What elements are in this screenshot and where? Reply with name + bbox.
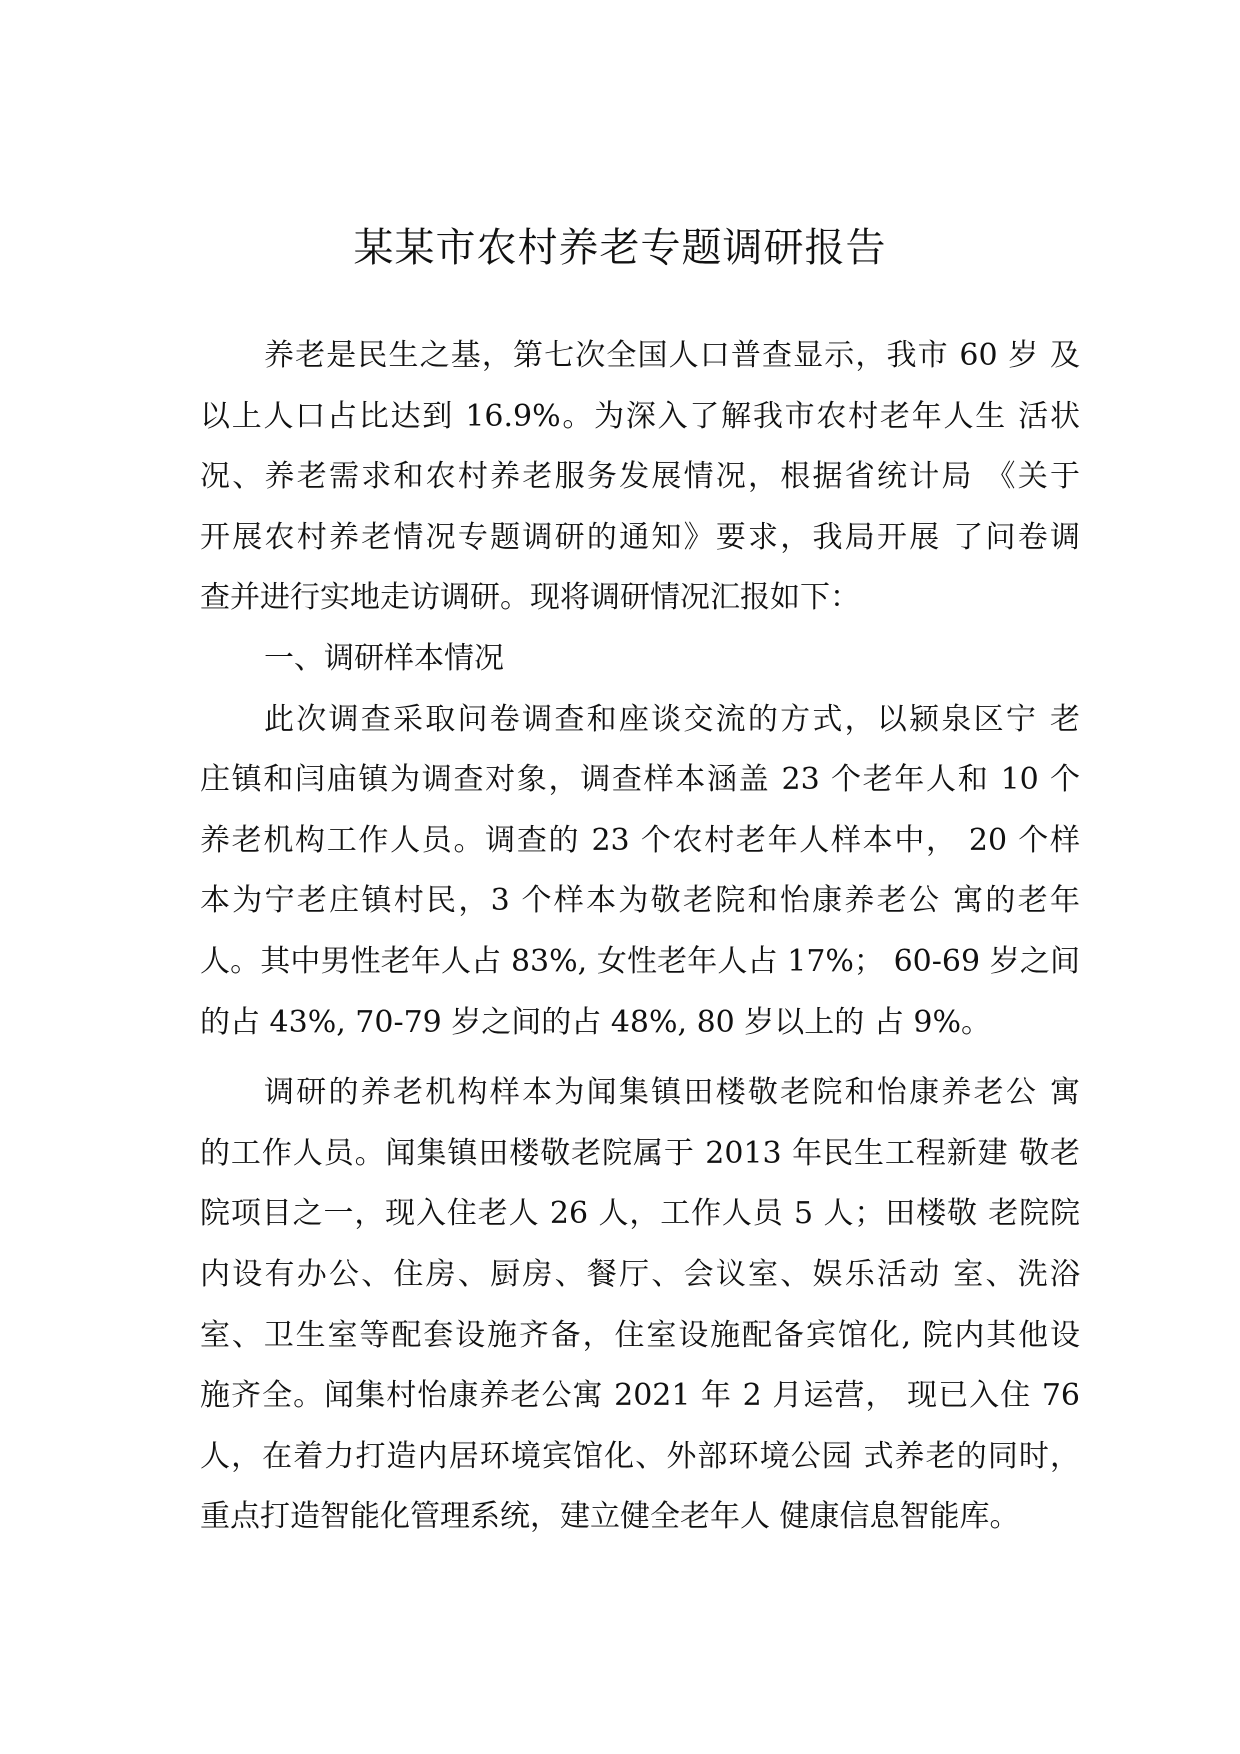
- paragraph-1-line-5: 查并进行实地走访调研。现将调研情况汇报如下：: [200, 580, 860, 616]
- paragraph-2-line-6: 的占 43%, 70-79 岁之间的占 48%, 80 岁以上的 占 9%。: [200, 1004, 991, 1040]
- document-body: [200, 326, 1080, 1548]
- paragraph-2-line-3: 养老机构工作人员。调查的 23 个农村老年人样本中， 20 个样: [200, 822, 1080, 858]
- paragraph-3-line-4: 内设有办公、住房、厨房、餐厅、会议室、娱乐活动 室、洗浴: [200, 1256, 1080, 1292]
- paragraph-3-line-5: 室、卫生室等配套设施齐备，住室设施配备宾馆化, 院内其他设: [200, 1317, 1080, 1353]
- section-heading: 一、调研样本情况: [264, 640, 504, 676]
- paragraph-1-line-2: 以上人口占比达到 16.9%。为深入了解我市农村老年人生 活状: [200, 398, 1080, 434]
- paragraph-2-line-2: 庄镇和闫庙镇为调查对象，调查样本涵盖 23 个老年人和 10 个: [200, 762, 1080, 798]
- paragraph-1-line-1: 养老是民生之基，第七次全国人口普查显示，我市 60 岁 及: [264, 338, 1080, 373]
- paragraph-1-line-4: 开展农村养老情况专题调研的通知》要求，我局开展 了问卷调: [200, 519, 1080, 555]
- paragraph-2-line-5: 人。其中男性老年人占 83%, 女性老年人占 17%； 60-69 岁之间: [200, 943, 1080, 979]
- document-title: 某某市农村养老专题调研报告: [353, 225, 887, 271]
- paragraph-2-line-1: 此次调查采取问卷调查和座谈交流的方式，以颍泉区宁 老: [264, 701, 1080, 737]
- paragraph-3-line-7: 人，在着力打造内居环境宾馆化、外部环境公园 式养老的同时，: [200, 1438, 1080, 1474]
- paragraph-3-line-2: 的工作人员。闻集镇田楼敬老院属于 2013 年民生工程新建 敬老: [200, 1135, 1080, 1171]
- paragraph-3-line-3: 院项目之一，现入住老人 26 人，工作人员 5 人；田楼敬 老院院: [200, 1196, 1080, 1232]
- paragraph-1-line-3: 况、养老需求和农村养老服务发展情况，根据省统计局 《关于: [200, 459, 1080, 495]
- paragraph-3-line-8: 重点打造智能化管理系统，建立健全老年人 健康信息智能库。: [200, 1499, 1020, 1535]
- paragraph-gap: [200, 1053, 1080, 1063]
- paragraph-3-line-1: 调研的养老机构样本为闻集镇田楼敬老院和怡康养老公 寓: [264, 1075, 1080, 1111]
- paragraph-2-line-4: 本为宁老庄镇村民，3 个样本为敬老院和怡康养老公 寓的老年: [200, 883, 1080, 919]
- paragraph-3-line-6: 施齐全。闻集村怡康养老公寓 2021 年 2 月运营， 现已入住 76: [200, 1378, 1080, 1414]
